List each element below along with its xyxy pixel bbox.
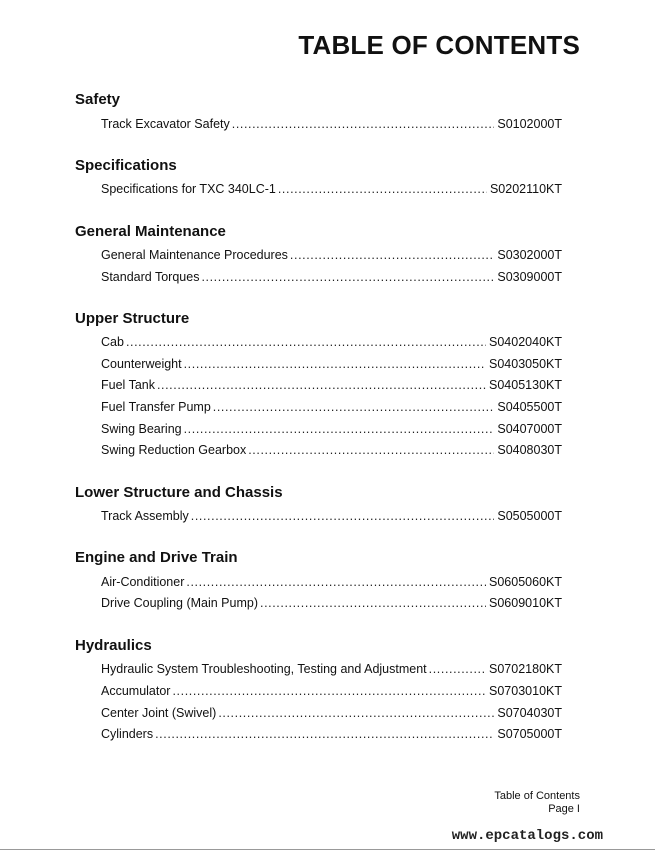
footer-page-number: Page I: [548, 803, 580, 815]
toc-entry[interactable]: [101, 378, 562, 394]
watermark-text: www.epcatalogs.com: [451, 828, 603, 844]
toc-entry-name: Fuel Transfer Pump: [101, 400, 211, 414]
section-heading-engine-drive-train: Engine and Drive Train: [75, 549, 238, 566]
dot-leader: [172, 684, 486, 698]
toc-entry[interactable]: [101, 727, 562, 743]
toc-entry-name: Fuel Tank: [101, 378, 155, 392]
dot-leader: [260, 596, 486, 610]
toc-entry-name: Counterweight: [101, 357, 182, 371]
toc-entry[interactable]: [101, 117, 562, 133]
bottom-divider: [0, 849, 655, 850]
toc-entry-name: Swing Reduction Gearbox: [101, 443, 247, 457]
toc-entry-name: General Maintenance Procedures: [101, 248, 288, 262]
toc-entry-code: S0102000T: [497, 117, 562, 131]
toc-entry-name: Track Excavator Safety: [101, 117, 230, 131]
toc-entry-name: Drive Coupling (Main Pump): [101, 596, 259, 610]
toc-entry[interactable]: [101, 684, 562, 700]
dot-leader: [429, 662, 486, 676]
toc-entry[interactable]: [101, 662, 562, 678]
toc-entry-name: Track Assembly: [101, 509, 189, 523]
dot-leader: [184, 357, 486, 371]
toc-entry-code: S0704030T: [497, 706, 562, 720]
toc-entry-code: S0309000T: [497, 270, 562, 284]
toc-entry[interactable]: [101, 357, 562, 373]
toc-entry[interactable]: [101, 706, 562, 722]
toc-entry-name: Center Joint (Swivel): [101, 706, 217, 720]
toc-entry-code: S0609010KT: [489, 596, 562, 610]
toc-entry[interactable]: [101, 575, 562, 591]
page-title: TABLE OF CONTENTS: [298, 30, 580, 60]
section-heading-specifications: Specifications: [75, 157, 177, 174]
toc-entry[interactable]: [101, 596, 562, 612]
section-heading-safety: Safety: [75, 91, 121, 108]
dot-leader: [213, 400, 495, 414]
toc-entry-code: S0703010KT: [489, 684, 562, 698]
toc-entry[interactable]: [101, 270, 562, 286]
toc-entry-code: S0705000T: [497, 727, 562, 741]
toc-entry-name: Air-Conditioner: [101, 575, 185, 589]
toc-entry-code: S0302000T: [497, 248, 562, 262]
dot-leader: [186, 575, 486, 589]
toc-entry-code: S0605060KT: [489, 575, 562, 589]
toc-entry-name: Swing Bearing: [101, 422, 182, 436]
toc-entry[interactable]: [101, 400, 562, 416]
toc-entry[interactable]: [101, 335, 562, 351]
toc-entry[interactable]: [101, 422, 562, 438]
toc-entry-name: Specifications for TXC 340LC-1: [101, 182, 276, 196]
section-heading-upper-structure: Upper Structure: [75, 310, 190, 327]
dot-leader: [155, 727, 494, 741]
dot-leader: [248, 443, 494, 457]
dot-leader: [290, 248, 494, 262]
toc-entry-name: Standard Torques: [101, 270, 200, 284]
footer-section-name: Table of Contents: [494, 790, 580, 802]
toc-entry-name: Cylinders: [101, 727, 154, 741]
toc-entry-code: S0702180KT: [489, 662, 562, 676]
dot-leader: [126, 335, 486, 349]
toc-entry[interactable]: [101, 182, 562, 198]
toc-entry-code: S0505000T: [497, 509, 562, 523]
toc-entry-code: S0202110KT: [489, 182, 562, 196]
dot-leader: [191, 509, 495, 523]
toc-entry-code: S0408030T: [497, 443, 562, 457]
toc-entry-code: S0405500T: [497, 400, 562, 414]
dot-leader: [184, 422, 495, 436]
dot-leader: [201, 270, 494, 284]
section-heading-lower-structure: Lower Structure and Chassis: [75, 484, 283, 501]
section-heading-hydraulics: Hydraulics: [75, 637, 152, 654]
toc-entry[interactable]: [101, 443, 562, 459]
toc-entry[interactable]: [101, 509, 562, 525]
toc-entry-code: S0407000T: [497, 422, 562, 436]
section-heading-general-maintenance: General Maintenance: [75, 223, 226, 240]
toc-entry-name: Hydraulic System Troubleshooting, Testing and Adjustment: [101, 662, 427, 676]
toc-entry-name: Cab: [101, 335, 124, 349]
dot-leader: [232, 117, 495, 131]
toc-entry[interactable]: [101, 248, 562, 264]
toc-entry-code: S0403050KT: [489, 357, 562, 371]
toc-entry-code: S0402040KT: [489, 335, 562, 349]
dot-leader: [278, 182, 487, 196]
dot-leader: [218, 706, 494, 720]
toc-entry-code: S0405130KT: [489, 378, 562, 392]
toc-entry-name: Accumulator: [101, 684, 171, 698]
dot-leader: [157, 378, 486, 392]
